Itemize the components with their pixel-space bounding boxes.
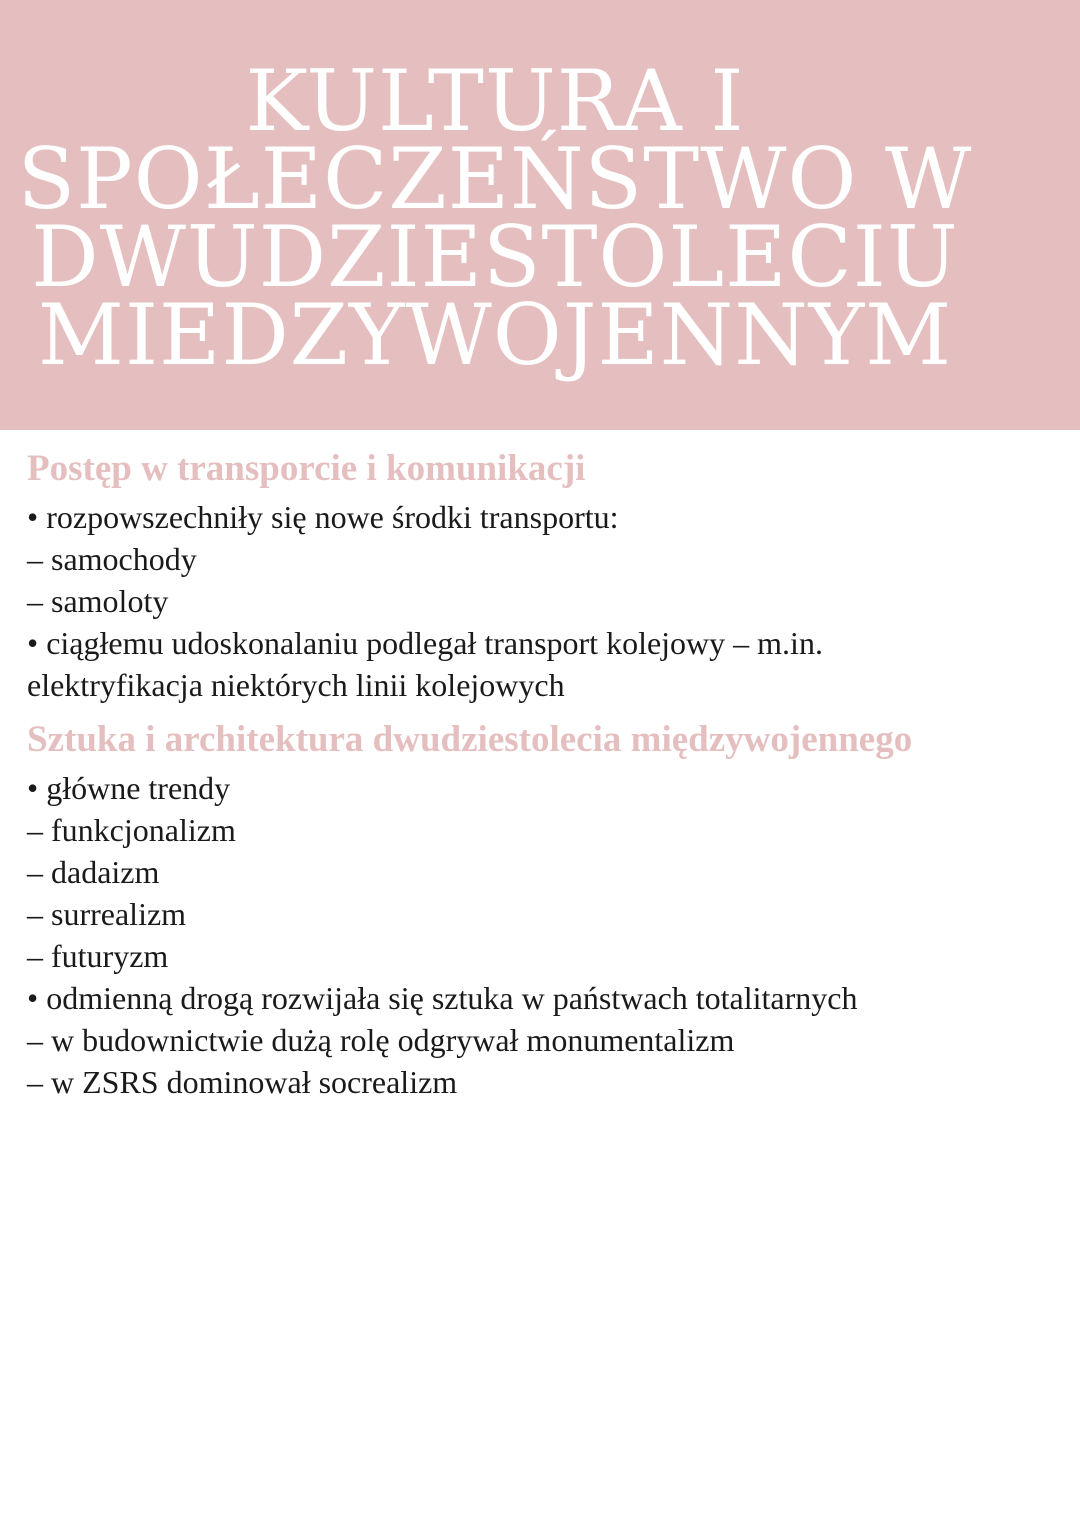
list-item: • główne trendy	[27, 770, 231, 806]
list-item: • ciągłemu udoskonalaniu podlegał transport kolejowy – m.in.	[27, 625, 823, 661]
list-item: – w ZSRS dominował socrealizm	[27, 1064, 458, 1100]
list-item: – funkcjonalizm	[27, 812, 236, 848]
list-item: – surrealizm	[27, 896, 187, 932]
page-title-line-1: KULTURA I	[245, 52, 745, 150]
section-heading-transport: Postęp w transporcie i komunikacji	[27, 448, 586, 489]
list-item: – samoloty	[27, 583, 169, 619]
page-title-line-2: SPOŁECZEŃSTWO W	[17, 130, 973, 228]
list-item: – dadaizm	[27, 854, 160, 890]
section-heading-art: Sztuka i architektura dwudziestolecia międzywojennego	[27, 719, 913, 760]
list-item: • rozpowszechniły się nowe środki transportu:	[27, 499, 619, 535]
page-title-line-4: MIEDZYWOJENNYM	[37, 286, 953, 384]
list-item: – samochody	[27, 541, 197, 577]
list-item: – futuryzm	[27, 938, 169, 974]
list-item: elektryfikacja niektórych linii kolejowych	[27, 667, 565, 703]
list-item: – w budownictwie dużą rolę odgrywał monumentalizm	[27, 1022, 735, 1058]
title-banner	[0, 0, 1080, 430]
page-title-line-3: DWUDZIESTOLECIU	[31, 208, 959, 306]
list-item: • odmienną drogą rozwijała się sztuka w państwach totalitarnych	[27, 980, 858, 1016]
